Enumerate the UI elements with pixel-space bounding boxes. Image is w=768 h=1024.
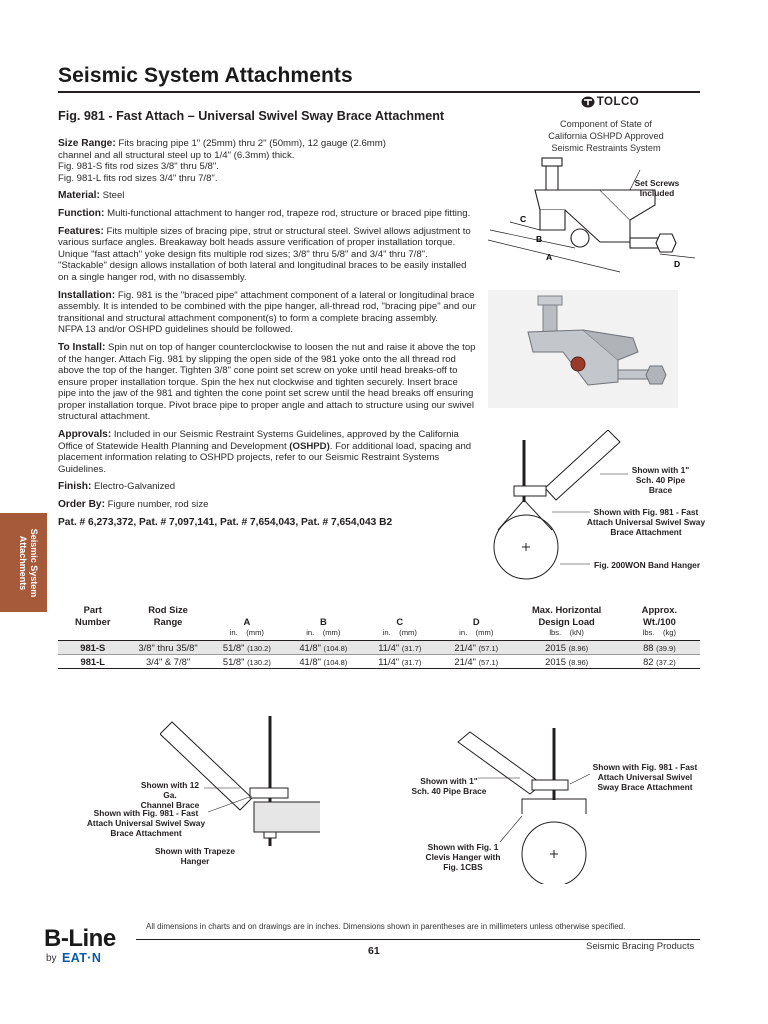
channel-brace-line: Channel Brace — [140, 800, 200, 810]
clevis-line: Clevis Hanger with — [425, 852, 501, 862]
left981-label — [84, 808, 208, 838]
fig981-line: Brace Attachment — [610, 527, 682, 537]
cell-a: 51/8" (130.2) — [209, 641, 285, 655]
left981-line: Shown with Fig. 981 - Fast — [93, 808, 199, 818]
pipe-brace-line: Shown with 1" — [631, 465, 690, 475]
header-part: Part Number — [75, 604, 111, 627]
eaton-logo: EAT·N — [62, 951, 102, 965]
features-text: Fits multiple sizes of bracing pipe, strut or structural steel. Swivel allows adjustment to various surface angles. Breakaway bolt heads assure verification of proper installation torque. Unique "fast attach" yoke design fits multiple rod sizes; 3/8" thru 5/8" and 3/4" thru 7/8". "Stackable" design allows installation of both lateral and longitudinal braces to be easily installed on a single hanger rod, with no disassembly. — [58, 225, 471, 283]
finish-section — [58, 481, 478, 493]
order-label: Order By: — [58, 499, 105, 511]
approvals-text: . For additional load, spacing and placement information relating to OSHPD projects, refer to our Seismic Restraint Systems Guidelines. — [58, 440, 472, 475]
photo-swivel-shape — [571, 357, 585, 371]
size-range-text: Fig. 981-S fits rod sizes 3/8" thru 5/8". — [58, 161, 219, 173]
size-range-section — [58, 138, 478, 184]
to-install-label: To Install: — [58, 341, 106, 353]
header-weight: Approx. Wt./100 — [641, 604, 678, 627]
installation-label: Installation: — [58, 289, 116, 301]
size-range-text: channel and all structural steel up to 1/4" (6.3mm) thick. — [58, 149, 295, 161]
header-d: D — [472, 616, 480, 627]
clevis-line: Fig. 1CBS — [443, 862, 483, 872]
fig981-label — [586, 507, 706, 537]
footer-rule — [136, 939, 700, 940]
approvals-section — [58, 429, 478, 475]
header-load: Max. Horizontal Design Load — [532, 604, 602, 627]
right981-label — [592, 762, 698, 792]
left981-line: Attach Universal Swivel Sway — [86, 818, 206, 828]
dimensions-footnote: All dimensions in charts and on drawings are in inches. Dimensions shown in parentheses are in millimeters unless otherwise specified. — [146, 922, 626, 931]
cell-c: 11/4" (31.7) — [362, 641, 438, 655]
tolco-caption-line: Component of State of — [560, 119, 652, 129]
set-screws-line: Included — [639, 188, 675, 198]
fig981-line: Attach Universal Swivel Sway — [586, 517, 706, 527]
function-label: Function: — [58, 207, 105, 219]
patents: Pat. # 6,273,372, Pat. # 7,097,141, Pat. # 7,654,043, Pat. # 7,654,043 B2 — [58, 516, 393, 528]
trapeze-strut-shape — [254, 802, 320, 832]
header-b: B — [319, 616, 327, 627]
installation-section — [58, 290, 478, 336]
features-section — [58, 226, 478, 284]
table-row — [58, 655, 700, 669]
dim-a-label: A — [546, 252, 553, 262]
set-screws-label — [622, 178, 692, 198]
approvals-text: Included in our Seismic Restraint Systems Guidelines, approved by the California Office of Statewide Health Planning and Development — [58, 429, 459, 452]
cell-b: 41/8" (104.8) — [285, 655, 361, 669]
cell-rod: 3/8" thru 35/8" — [128, 641, 209, 655]
unit-load: lbs. (kN) — [549, 628, 584, 637]
dim-line-b — [490, 230, 575, 248]
header-a: A — [243, 616, 251, 627]
photo-bolt-shape — [618, 370, 650, 379]
trapeze-nut-shape — [264, 832, 276, 838]
trapeze-line: Shown with Trapeze — [154, 846, 236, 856]
unit-weight: lbs. (kg) — [642, 628, 677, 637]
trapeze-line: Hanger — [180, 856, 210, 866]
function-section — [58, 208, 478, 220]
dimension-drawing — [480, 150, 700, 280]
cell-d: 21/4" (57.1) — [438, 641, 514, 655]
hex-nut-shape — [656, 234, 676, 252]
mid-pipe-label — [410, 776, 488, 796]
tolco-mark-icon — [581, 96, 595, 108]
right981-line: Sway Brace Attachment — [597, 782, 693, 792]
attachment-shape — [514, 486, 546, 496]
function-text: Multi-functional attachment to hanger rod, trapeze rod, structure or braced pipe fitting. — [104, 207, 471, 219]
set-screws-line: Set Screws — [634, 178, 680, 188]
cell-a: 51/8" (130.2) — [209, 655, 285, 669]
cell-load: 2015 (8.96) — [515, 655, 619, 669]
cell-part: 981-S — [58, 641, 128, 655]
left981-line: Brace Attachment — [110, 828, 182, 838]
pipe-brace-line: Sch. 40 Pipe Brace — [635, 475, 686, 495]
to-install-text: Spin nut on top of hanger counterclockwise to loosen the nut and raise it above the top of the hanger. Attach Fig. 981 by slipping the open side of the 981 yoke onto the all thread rod above the top of the hanger. Tighten 3/8" cone point set screw on yoke until head breaks-off to ensure proper installation torque. Spin the hex nut clockwise and tighten securely. Insert brace pipe into the jaw of the 981 and tighten the cone point set screw until the head breaks off ensuring proper installation torque. Pivot brace pipe to proper angle and attach to structure using our swivel structural attachment. — [58, 341, 476, 423]
photo-screw-head-shape — [538, 296, 562, 305]
dim-line-d — [660, 254, 695, 258]
attachment-jaw-shape — [540, 210, 565, 230]
brace-pipe-shape — [545, 430, 620, 500]
size-range-label: Size Range: — [58, 138, 116, 149]
figure-title: Fig. 981 - Fast Attach – Universal Swivel Sway Brace Attachment — [58, 109, 445, 123]
material-section — [58, 190, 478, 202]
right981-line: Shown with Fig. 981 - Fast — [592, 762, 698, 772]
leader-right981 — [570, 774, 590, 784]
fig981-line: Shown with Fig. 981 - Fast — [593, 507, 699, 517]
trapeze-label — [150, 846, 240, 866]
material-text: Steel — [99, 190, 125, 202]
order-text: Figure number, rod size — [105, 499, 209, 511]
mid-pipe-line: Sch. 40 Pipe Brace — [411, 786, 487, 796]
table-header-row — [58, 604, 700, 628]
spec-body — [58, 138, 478, 534]
pipe-brace-label — [628, 465, 693, 495]
page-number: 61 — [368, 945, 380, 957]
material-label: Material: — [58, 190, 100, 202]
cell-d: 21/4" (57.1) — [438, 655, 514, 669]
cell-c: 11/4" (31.7) — [362, 655, 438, 669]
installation-text: Fig. 981 is the "braced pipe" attachment component of a lateral or longitudinal brace assembly. It is intended to be combined with the pipe hanger, all-thread rod, "bracing pipe" and our transitional and structural attachment component(s) to form a complete bracing assembly. — [58, 289, 476, 324]
unit-a: in. (mm) — [229, 628, 264, 637]
approvals-label: Approvals: — [58, 429, 112, 441]
tolco-caption — [536, 118, 676, 154]
section-tab-label — [7, 521, 39, 605]
section-tab-line: Attachments — [18, 535, 28, 591]
approvals-oshpd: (OSHPD) — [289, 440, 330, 452]
mid-pipe-line: Shown with 1" — [420, 776, 478, 786]
screw-head-shape — [542, 158, 562, 166]
table-row — [58, 641, 700, 655]
photo-screw-shape — [543, 302, 557, 334]
size-range-text: Fig. 981-L fits rod sizes 3/4" thru 7/8". — [58, 172, 218, 184]
finish-label: Finish: — [58, 481, 92, 493]
size-range-text: Fits bracing pipe 1" (25mm) thru 2" (50mm), 12 gauge (2.6mm) — [115, 138, 386, 149]
cell-weight: 88 (39.9) — [619, 641, 700, 655]
product-photo — [488, 290, 678, 408]
bline-logo: B-Line — [44, 925, 116, 952]
leader-clevis — [500, 816, 522, 842]
table-units-row — [58, 628, 700, 638]
dim-b-label: B — [536, 234, 543, 244]
unit-d: in. (mm) — [459, 628, 494, 637]
dim-line-a — [488, 240, 620, 272]
clevis-shape — [522, 799, 586, 814]
dim-d-label: D — [674, 259, 681, 269]
title-rule — [58, 91, 700, 93]
to-install-section — [58, 342, 478, 423]
dim-c-label: C — [520, 214, 527, 224]
header-c: C — [396, 616, 404, 627]
cell-b: 41/8" (104.8) — [285, 641, 361, 655]
swivel-hole-shape — [571, 229, 589, 247]
finish-text: Electro-Galvanized — [91, 481, 176, 493]
section-tab-line: Seismic System — [29, 528, 39, 598]
unit-c: in. (mm) — [382, 628, 417, 637]
cell-weight: 82 (37.2) — [619, 655, 700, 669]
unit-b: in. (mm) — [306, 628, 341, 637]
clevis-label — [424, 842, 502, 872]
clevis-line: Shown with Fig. 1 — [427, 842, 499, 852]
channel-brace-label — [134, 780, 206, 810]
cell-load: 2015 (8.96) — [515, 641, 619, 655]
band-hanger-label: Fig. 200WON Band Hanger — [594, 560, 701, 570]
footer-section-name: Seismic Bracing Products — [586, 941, 695, 952]
bline-by: by — [46, 953, 57, 964]
band-hanger-drawing — [490, 430, 630, 580]
channel-brace-line: Shown with 12 Ga. — [140, 780, 200, 800]
tolco-caption-line: Seismic Restraints System — [551, 143, 661, 153]
right981-line: Attach Universal Swivel — [597, 772, 693, 782]
installation-nfpa: NFPA 13 and/or OSHPD guidelines should be followed. — [58, 324, 294, 336]
tolco-caption-line: California OSHPD Approved — [548, 131, 664, 141]
photo-nut-shape — [646, 366, 666, 384]
order-section — [58, 499, 478, 511]
left-attachment-shape — [250, 788, 288, 798]
right-attachment-shape — [532, 780, 568, 790]
features-label: Features: — [58, 225, 104, 237]
cell-part: 981-L — [58, 655, 128, 669]
cell-rod: 3/4" & 7/8" — [128, 655, 209, 669]
section-tab — [0, 513, 47, 612]
page-title: Seismic System Attachments — [58, 64, 353, 87]
header-rod-size: Rod Size Range — [148, 604, 188, 627]
tolco-logo — [560, 95, 660, 113]
spec-table — [58, 604, 700, 669]
tolco-logo-text: TOLCO — [596, 96, 640, 108]
patents-section — [58, 517, 478, 529]
